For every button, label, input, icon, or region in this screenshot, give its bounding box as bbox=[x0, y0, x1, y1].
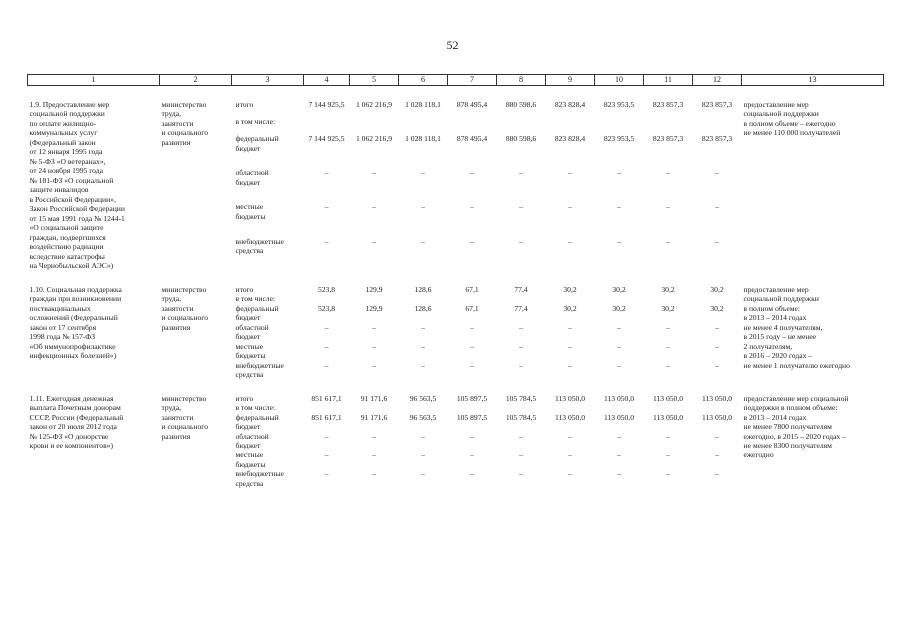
amount-cell: – bbox=[715, 450, 719, 460]
funding-source-label: федеральный бюджет bbox=[235, 303, 279, 323]
amount-cell: 128,6 bbox=[414, 284, 432, 294]
amount-cell: 1 062 216,9 bbox=[355, 134, 393, 144]
amount-cell: – bbox=[372, 450, 376, 460]
executor-name: министерство труда, занятости и социального развития bbox=[161, 393, 209, 441]
amount-cell: – bbox=[421, 431, 425, 441]
amount-cell: – bbox=[372, 469, 376, 479]
column-number-1: 1 bbox=[28, 75, 160, 86]
amount-cell bbox=[497, 117, 546, 134]
amount-cell: – bbox=[568, 202, 572, 212]
amount-cell: – bbox=[666, 168, 670, 178]
amount-cell: – bbox=[470, 469, 474, 479]
column-number-11: 11 bbox=[644, 75, 693, 86]
amount-cell: 113 050,0 bbox=[652, 412, 684, 422]
amount-cell bbox=[399, 117, 448, 134]
amount-cell: 30,2 bbox=[563, 284, 577, 294]
amount-cell: – bbox=[372, 236, 376, 246]
column-number-row bbox=[28, 75, 884, 86]
amount-cell: 880 598,6 bbox=[505, 100, 537, 109]
amount-cell: 878 495,4 bbox=[456, 134, 488, 144]
funding-source-label: областной бюджет bbox=[235, 431, 269, 450]
amount-cell: 77,4 bbox=[514, 303, 528, 313]
funding-source-label: итого bbox=[235, 100, 254, 109]
amount-cell: – bbox=[715, 236, 719, 246]
amount-cell: 113 050,0 bbox=[652, 393, 684, 403]
amount-cell: 523,8 bbox=[317, 303, 336, 313]
amount-cell: – bbox=[715, 341, 719, 351]
amount-cell: 30,2 bbox=[710, 284, 724, 294]
amount-cell: – bbox=[568, 431, 572, 441]
amount-cell: 7 144 925,5 bbox=[308, 134, 345, 144]
amount-cell: 113 050,0 bbox=[603, 393, 635, 403]
amount-cell: – bbox=[617, 450, 621, 460]
funding-source-label: местные бюджеты bbox=[235, 450, 266, 469]
amount-cell: – bbox=[519, 322, 523, 332]
funding-source-label: областной бюджет bbox=[235, 168, 269, 187]
section-spacer bbox=[28, 380, 884, 394]
amount-cell: – bbox=[421, 236, 425, 246]
column-number-12: 12 bbox=[693, 75, 742, 86]
amount-cell: 1 062 216,9 bbox=[355, 100, 393, 109]
amount-cell bbox=[350, 403, 399, 412]
amount-cell bbox=[595, 117, 644, 134]
expected-result: предоставление мер социальной поддержки в полном объеме: в 2013 – 2014 годах не менее 4 получателям, в 2015 году – не менее 2 получателям, в 2016 – 2020 годах – не менее 1 получателю ежегодно bbox=[743, 284, 850, 370]
amount-cell: – bbox=[568, 236, 572, 246]
amount-cell: – bbox=[324, 341, 329, 351]
amount-cell: – bbox=[568, 341, 572, 351]
amount-cell: – bbox=[666, 236, 670, 246]
page-number: 52 bbox=[446, 38, 459, 52]
amount-cell bbox=[304, 294, 350, 303]
funding-source-label: местные бюджеты bbox=[235, 202, 266, 221]
amount-cell bbox=[644, 403, 693, 412]
column-number-6: 6 bbox=[399, 75, 448, 86]
amount-cell: 823 857,3 bbox=[701, 100, 733, 109]
amount-cell: 105 897,5 bbox=[456, 412, 488, 422]
program-measure-title: 1.10. Социальная поддержка граждан при возникновении поствакцинальных осложнений (Федеральный закон от 17 сентября 1998 года № 157-ФЗ «Об иммунопрофилактике инфекционных болезней») bbox=[29, 284, 122, 361]
amount-cell: – bbox=[568, 322, 572, 332]
amount-cell bbox=[350, 117, 399, 134]
amount-cell: 113 050,0 bbox=[554, 412, 586, 422]
amount-cell: – bbox=[617, 322, 621, 332]
amount-cell bbox=[448, 403, 497, 412]
amount-cell: – bbox=[568, 469, 572, 479]
amount-cell: 880 598,6 bbox=[505, 134, 537, 144]
amount-cell: 96 563,5 bbox=[409, 412, 437, 422]
amount-cell bbox=[644, 294, 693, 303]
table-row bbox=[28, 394, 884, 403]
amount-cell: – bbox=[617, 341, 621, 351]
amount-cell: – bbox=[568, 450, 572, 460]
amount-cell: – bbox=[324, 469, 329, 479]
amount-cell: 129,9 bbox=[365, 303, 383, 313]
amount-cell: – bbox=[324, 168, 329, 178]
amount-cell bbox=[304, 117, 350, 134]
amount-cell bbox=[546, 403, 595, 412]
amount-cell: – bbox=[470, 431, 474, 441]
amount-cell bbox=[693, 294, 742, 303]
funding-source-label: местные бюджеты bbox=[235, 341, 266, 361]
amount-cell bbox=[693, 403, 742, 412]
amount-cell: 91 171,6 bbox=[360, 412, 388, 422]
amount-cell: – bbox=[372, 341, 376, 351]
funding-source-label: итого bbox=[235, 393, 254, 403]
amount-cell bbox=[448, 117, 497, 134]
amount-cell: 30,2 bbox=[612, 284, 626, 294]
amount-cell: – bbox=[421, 450, 425, 460]
amount-cell: 91 171,6 bbox=[360, 393, 388, 403]
amount-cell: 851 617,1 bbox=[311, 393, 342, 403]
amount-cell: – bbox=[617, 202, 621, 212]
amount-cell: – bbox=[372, 322, 376, 332]
amount-cell: 823 857,3 bbox=[652, 100, 684, 109]
column-number-3: 3 bbox=[232, 75, 304, 86]
column-number-4: 4 bbox=[304, 75, 350, 86]
amount-cell: – bbox=[324, 431, 329, 441]
amount-cell bbox=[595, 403, 644, 412]
amount-cell: – bbox=[372, 431, 376, 441]
amount-cell bbox=[644, 117, 693, 134]
amount-cell: 7 144 925,5 bbox=[308, 100, 345, 109]
amount-cell: 129,9 bbox=[365, 284, 383, 294]
amount-cell: – bbox=[324, 450, 329, 460]
column-number-7: 7 bbox=[448, 75, 497, 86]
program-table bbox=[27, 74, 884, 488]
amount-cell: – bbox=[568, 168, 572, 178]
amount-cell: – bbox=[372, 360, 376, 370]
amount-cell: – bbox=[568, 360, 572, 370]
funding-source-label: федеральный бюджет bbox=[235, 134, 279, 153]
table-row bbox=[28, 100, 884, 117]
program-measure-title: 1.11. Ежегодная денежная выплата Почетным донорам СССР, России (Федеральный закон от 20 июля 2012 года № 125-ФЗ «О донорстве крови и ее компонентов») bbox=[29, 393, 124, 450]
amount-cell: – bbox=[470, 341, 474, 351]
amount-cell: 851 617,1 bbox=[311, 412, 342, 422]
amount-cell bbox=[595, 294, 644, 303]
amount-cell bbox=[546, 294, 595, 303]
amount-cell: – bbox=[519, 202, 523, 212]
amount-cell: 67,1 bbox=[465, 303, 479, 313]
amount-cell: – bbox=[715, 322, 719, 332]
amount-cell: – bbox=[324, 236, 329, 246]
expected-result: предоставление мер социальной поддержки в полном объеме – ежегодно не менее 110 000 получателей bbox=[743, 100, 841, 138]
amount-cell: 113 050,0 bbox=[701, 412, 733, 422]
amount-cell: – bbox=[519, 341, 523, 351]
amount-cell: 77,4 bbox=[514, 284, 528, 294]
amount-cell: – bbox=[421, 360, 425, 370]
amount-cell: – bbox=[715, 202, 719, 212]
amount-cell: – bbox=[421, 341, 425, 351]
amount-cell: – bbox=[324, 322, 329, 332]
column-number-2: 2 bbox=[160, 75, 232, 86]
funding-source-label: в том числе: bbox=[235, 403, 276, 413]
amount-cell: 823 828,4 bbox=[554, 100, 586, 109]
amount-cell bbox=[497, 294, 546, 303]
amount-cell: – bbox=[617, 431, 621, 441]
amount-cell: – bbox=[421, 202, 425, 212]
amount-cell: – bbox=[666, 341, 670, 351]
amount-cell: 30,2 bbox=[563, 303, 577, 313]
amount-cell bbox=[546, 117, 595, 134]
amount-cell: – bbox=[666, 322, 670, 332]
amount-cell bbox=[497, 403, 546, 412]
section-spacer bbox=[28, 271, 884, 285]
amount-cell: 30,2 bbox=[661, 284, 675, 294]
amount-cell: 105 897,5 bbox=[456, 393, 488, 403]
funding-source-label: в том числе: bbox=[235, 117, 276, 127]
amount-cell: – bbox=[470, 360, 474, 370]
amount-cell: 30,2 bbox=[710, 303, 724, 313]
amount-cell: 878 495,4 bbox=[456, 100, 488, 109]
section-spacer bbox=[28, 86, 884, 101]
amount-cell bbox=[350, 294, 399, 303]
amount-cell: 823 953,5 bbox=[603, 100, 635, 109]
amount-cell: 30,2 bbox=[661, 303, 675, 313]
table-body bbox=[28, 86, 884, 489]
amount-cell bbox=[448, 294, 497, 303]
column-number-10: 10 bbox=[595, 75, 644, 86]
amount-cell: – bbox=[617, 236, 621, 246]
amount-cell: – bbox=[324, 360, 329, 370]
amount-cell: – bbox=[715, 431, 719, 441]
amount-cell: – bbox=[470, 236, 474, 246]
amount-cell: 128,6 bbox=[414, 303, 432, 313]
column-number-8: 8 bbox=[497, 75, 546, 86]
amount-cell: – bbox=[666, 360, 670, 370]
amount-cell: 105 784,5 bbox=[505, 412, 537, 422]
amount-cell: – bbox=[666, 450, 670, 460]
amount-cell: 96 563,5 bbox=[409, 393, 437, 403]
amount-cell: 113 050,0 bbox=[554, 393, 586, 403]
amount-cell: 30,2 bbox=[612, 303, 626, 313]
funding-source-label: итого bbox=[235, 284, 254, 294]
amount-cell: – bbox=[715, 168, 719, 178]
amount-cell: – bbox=[421, 168, 425, 178]
expected-result: предоставление мер социальной поддержки в полном объеме: в 2013 – 2014 годах не менее 7800 получателям ежегодно, в 2015 – 2020 годах – не менее 8300 получателям ежегодно bbox=[743, 393, 849, 460]
amount-cell: – bbox=[519, 431, 523, 441]
amount-cell: 1 028 118,1 bbox=[405, 100, 441, 109]
amount-cell: – bbox=[666, 431, 670, 441]
funding-source-label: внебюджетные средства bbox=[235, 236, 284, 256]
program-measure-title: 1.9. Предоставление мер социальной поддержки по оплате жилищно- коммунальных услуг (Федеральный закон от 12 января 1995 года № 5-ФЗ «О ветеранах», от 24 ноября 1995 года № 181-ФЗ «О социальной защите инвалидов в Российской Федерации», Закон Российской Федерации от 15 мая 1991 года № 1244-1 «О социальной защите граждан, подвергшихся воздействию радиации вследствие катастрофы на Чернобыльской АЭС») bbox=[29, 100, 125, 271]
amount-cell bbox=[399, 403, 448, 412]
amount-cell: – bbox=[421, 322, 425, 332]
funding-source-label: внебюджетные средства bbox=[235, 360, 284, 380]
amount-cell: – bbox=[470, 168, 474, 178]
amount-cell: 523,8 bbox=[317, 284, 336, 294]
column-number-5: 5 bbox=[350, 75, 399, 86]
column-number-9: 9 bbox=[546, 75, 595, 86]
amount-cell: – bbox=[666, 202, 670, 212]
amount-cell: – bbox=[519, 168, 523, 178]
amount-cell: – bbox=[519, 360, 523, 370]
amount-cell: – bbox=[617, 469, 621, 479]
amount-cell: – bbox=[372, 202, 376, 212]
table-row bbox=[28, 285, 884, 294]
amount-cell: – bbox=[519, 450, 523, 460]
executor-name: министерство труда, занятости и социального развития bbox=[161, 284, 209, 332]
amount-cell: 105 784,5 bbox=[505, 393, 537, 403]
amount-cell: – bbox=[372, 168, 376, 178]
funding-source-label: в том числе: bbox=[235, 294, 276, 304]
amount-cell: – bbox=[470, 202, 474, 212]
amount-cell: – bbox=[617, 360, 621, 370]
amount-cell: – bbox=[519, 469, 523, 479]
amount-cell: 823 857,3 bbox=[701, 134, 733, 144]
amount-cell: – bbox=[421, 469, 425, 479]
amount-cell: 823 828,4 bbox=[554, 134, 586, 144]
amount-cell bbox=[693, 117, 742, 134]
amount-cell: 1 028 118,1 bbox=[405, 134, 441, 144]
amount-cell bbox=[304, 403, 350, 412]
amount-cell: – bbox=[324, 202, 329, 212]
amount-cell: 113 050,0 bbox=[603, 412, 635, 422]
funding-source-label: областной бюджет bbox=[235, 322, 269, 342]
funding-source-label: внебюджетные средства bbox=[235, 469, 284, 488]
executor-name: министерство труда, занятости и социального развития bbox=[161, 100, 209, 147]
amount-cell: – bbox=[715, 360, 719, 370]
amount-cell: 113 050,0 bbox=[701, 393, 733, 403]
funding-source-label: федеральный бюджет bbox=[235, 412, 279, 432]
amount-cell bbox=[399, 294, 448, 303]
amount-cell: 823 857,3 bbox=[652, 134, 684, 144]
amount-cell: – bbox=[470, 450, 474, 460]
amount-cell: – bbox=[715, 469, 719, 479]
amount-cell: 823 953,5 bbox=[603, 134, 635, 144]
amount-cell: 67,1 bbox=[465, 284, 479, 294]
amount-cell: – bbox=[617, 168, 621, 178]
amount-cell: – bbox=[666, 469, 670, 479]
amount-cell: – bbox=[470, 322, 474, 332]
amount-cell: – bbox=[519, 236, 523, 246]
column-number-13: 13 bbox=[742, 75, 884, 86]
